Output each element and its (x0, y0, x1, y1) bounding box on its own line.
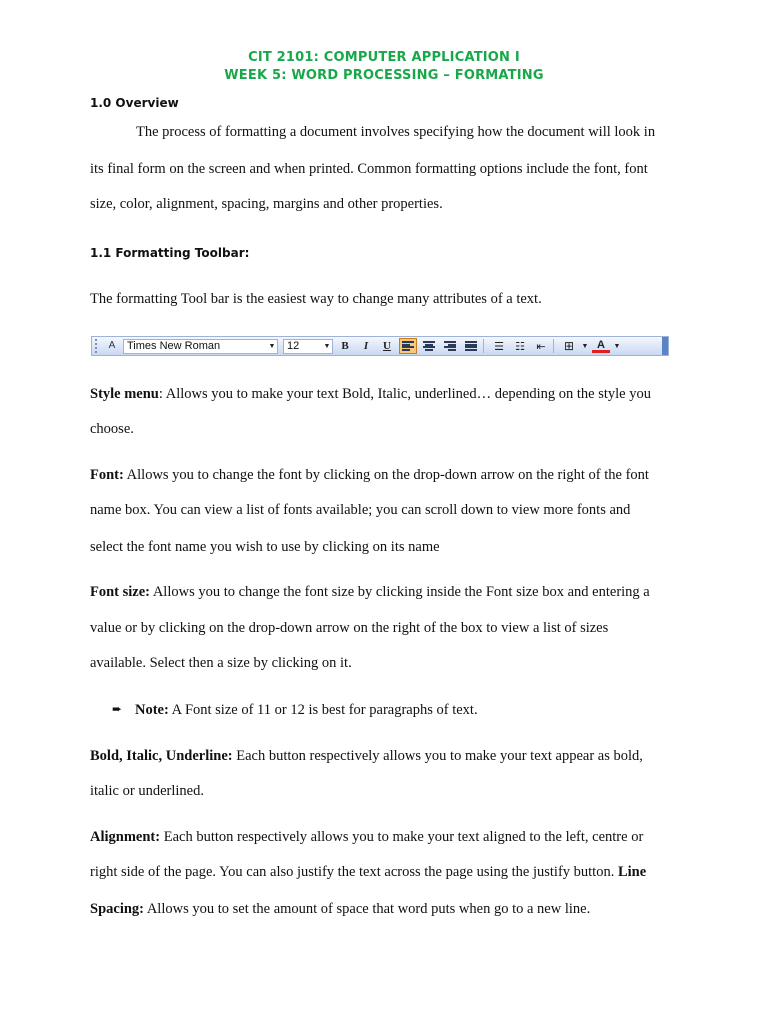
biu-term: Bold, Italic, Underline: (90, 748, 233, 764)
toolbar-separator (483, 339, 484, 353)
font-size-box (283, 339, 333, 354)
font-size-line-2: value or by clicking on the drop-down arrow on the right of the box to view a list of sizes (90, 620, 609, 636)
font-size-desc-1: Allows you to change the font size by clicking inside the Font size box and entering a (150, 584, 650, 600)
alignment-line-1 (90, 829, 690, 846)
alignment-desc-1: Each button respectively allows you to make your text aligned to the left, centre or (160, 829, 644, 845)
line-spacing-term-b: Spacing: (90, 901, 144, 917)
note-line (135, 702, 735, 719)
size-dropdown-arrow-icon: ▼ (323, 342, 331, 350)
note-arrow-icon: ➨ (112, 702, 123, 716)
font-line-3: select the font name you wish to use by clicking on its name (90, 539, 440, 555)
note-desc: A Font size of 11 or 12 is best for paragraphs of text. (168, 702, 478, 718)
alignment-term: Alignment: (90, 829, 161, 845)
bullets-icon: ☷ (515, 339, 525, 353)
alignment-line-2 (90, 864, 690, 881)
font-color-dropdown-arrow-icon: ▼ (613, 342, 621, 350)
toolbar-intro: The formatting Tool bar is the easiest way to change many attributes of a text. (90, 291, 542, 307)
alignment-desc-2: right side of the page. You can also justify the text across the page using the justify button. (90, 864, 618, 880)
biu-line-1 (90, 748, 690, 765)
overview-heading: 1.0 Overview (90, 96, 179, 110)
font-term: Font: (90, 467, 124, 483)
font-size-term: Font size: (90, 584, 150, 600)
font-color-icon: A (592, 339, 610, 353)
font-line-2: name box. You can view a list of fonts available; you can scroll down to view more fonts and (90, 502, 631, 518)
font-size-value: 12 (287, 340, 300, 352)
font-size-line-1 (90, 584, 690, 601)
align-right-icon (441, 338, 459, 354)
toolbar-grip-icon (95, 339, 101, 353)
formatting-toolbar (91, 336, 669, 356)
document-subtitle: WEEK 5: WORD PROCESSING – FORMATING (224, 68, 544, 83)
toolbar-heading: 1.1 Formatting Toolbar: (90, 246, 250, 260)
toolbar-end-handle (662, 337, 668, 355)
align-center-icon (420, 338, 438, 354)
numbering-icon: ☰ (494, 339, 504, 353)
justify-icon (462, 338, 480, 354)
align-left-icon (399, 338, 417, 354)
biu-desc-1: Each button respectively allows you to make your text appear as bold, (232, 748, 643, 764)
style-icon: A (108, 340, 116, 351)
style-menu-term: Style menu (90, 386, 159, 402)
document-title: CIT 2101: COMPUTER APPLICATION I (248, 50, 520, 65)
font-size-line-3: available. Select then a size by clicking on it. (90, 655, 352, 671)
italic-icon: I (363, 340, 369, 352)
note-term: Note: (135, 702, 169, 718)
overview-line-1: The process of formatting a document involves specifying how the document will look in (136, 124, 656, 140)
line-spacing-term-a: Line (617, 864, 647, 880)
font-line-1 (90, 467, 690, 484)
overview-line-2: its final form on the screen and when printed. Common formatting options include the font, font (90, 161, 648, 177)
line-spacing-desc: Allows you to set the amount of space that word puts when go to a new line. (144, 901, 591, 917)
indent-icon: ⇤ (536, 339, 546, 353)
style-menu-desc-1: : Allows you to make your text Bold, Italic, underlined… depending on the style you (158, 386, 651, 402)
underline-icon: U (383, 340, 391, 352)
style-menu-line-1 (90, 386, 690, 403)
toolbar-separator (553, 339, 554, 353)
font-desc-1: Allows you to change the font by clicking on the drop-down arrow on the right of the font (123, 467, 649, 483)
borders-dropdown-arrow-icon: ▼ (581, 342, 589, 350)
alignment-line-3 (90, 901, 690, 918)
font-name-value: Times New Roman (127, 340, 221, 352)
biu-line-2: italic or underlined. (90, 783, 204, 799)
overview-line-3: size, color, alignment, spacing, margins and other properties. (90, 196, 443, 212)
font-name-box (123, 339, 278, 354)
style-menu-line-2: choose. (90, 421, 134, 437)
bold-icon: B (341, 340, 349, 352)
font-dropdown-arrow-icon: ▼ (268, 342, 276, 350)
borders-icon: ⊞ (563, 339, 575, 353)
